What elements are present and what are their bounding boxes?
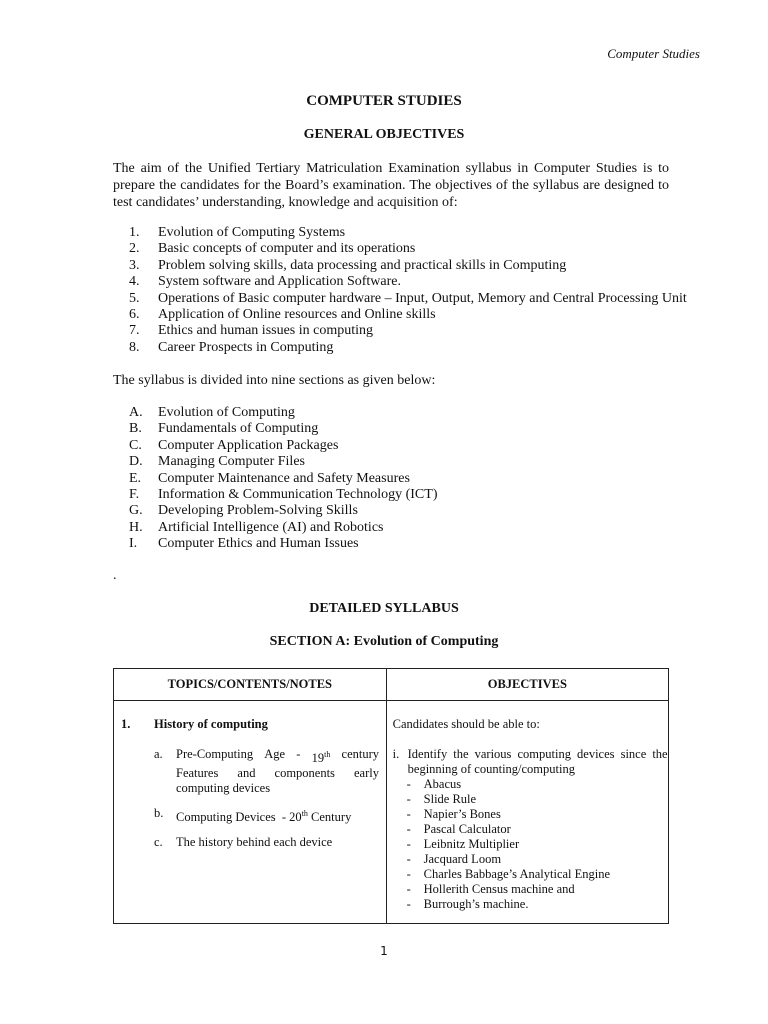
stray-mark: .: [113, 568, 117, 583]
topics-cell: 1. History of computing a. Pre-Computing Age - 19th century Features and components early computing devices b. Computing Devices - 20th Century c. The history behind each device: [114, 701, 387, 924]
detailed-syllabus-heading: DETAILED SYLLABUS: [309, 601, 459, 616]
topic-title: History of computing: [154, 717, 268, 731]
objective-i-line1: Identify the various computing devices since the: [407, 747, 668, 761]
running-header: Computer Studies: [607, 46, 700, 61]
objectives-cell: Candidates should be able to: i. Identify the various computing devices since the beginning of counting/computing - Abacus - Slide Rule - Napier’s Bones - Pascal Calculator - Leibnitz Multiplier - Jacquard Loom - Charles Babbage’s Analytical Engine - Hollerith Census machine and - Burrough’s machine.: [386, 701, 668, 924]
subtopic-a-line3: computing devices: [176, 781, 271, 796]
subtopic-a-line1: Pre-Computing Age - 19th century: [176, 747, 379, 766]
section-a-heading: SECTION A: Evolution of Computing: [269, 634, 499, 649]
objectives-intro: Candidates should be able to:: [392, 717, 540, 731]
table-header-topics: TOPICS/CONTENTS/NOTES: [114, 669, 387, 701]
topic-number: 1.: [121, 717, 131, 731]
subtopic-a-line2: Features and components early: [176, 766, 379, 781]
intro-paragraph: The aim of the Unified Tertiary Matriculation Examination syllabus in Computer Studies is to prepare the candidates for the Board’s examination. The objectives of the syllabus are designed to test candidates’ understanding, knowledge and acquisition of:: [113, 161, 669, 210]
sections-intro: The syllabus is divided into nine sections as given below:: [113, 373, 436, 388]
table-row: [114, 701, 669, 924]
page-number: 1: [380, 944, 388, 958]
objective-i-line2: beginning of counting/computing: [407, 762, 575, 776]
table-header-objectives: OBJECTIVES: [386, 669, 668, 701]
table-header-row: [114, 669, 669, 701]
syllabus-table: [113, 668, 669, 924]
general-objectives-heading: GENERAL OBJECTIVES: [303, 127, 465, 142]
document-title: COMPUTER STUDIES: [306, 93, 462, 109]
